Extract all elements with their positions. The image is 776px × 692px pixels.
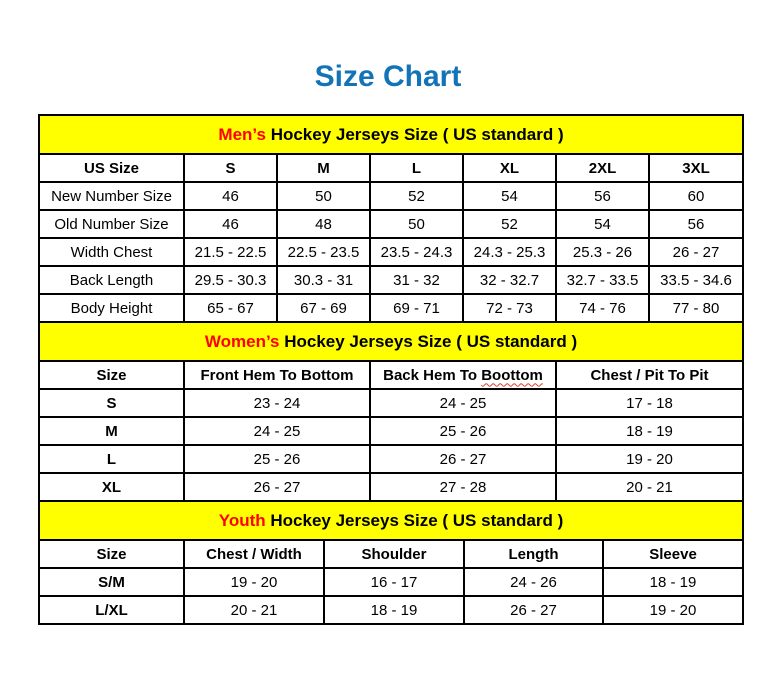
table-cell: 52 (370, 182, 463, 210)
row-label: Width Chest (39, 238, 184, 266)
table-cell: 25 - 26 (184, 445, 370, 473)
youth-section-highlight: Youth (218, 510, 266, 530)
column-header: S (184, 154, 277, 182)
column-header: Length (464, 540, 603, 568)
womens-section-rest: Hockey Jerseys Size ( US standard ) (279, 331, 578, 351)
table-row (39, 568, 743, 596)
size-chart (38, 114, 742, 625)
mens-section-title (39, 115, 743, 154)
row-label: XL (39, 473, 184, 501)
row-label: L (39, 445, 184, 473)
column-header: XL (463, 154, 556, 182)
table-cell: 60 (649, 182, 743, 210)
table-cell: 56 (556, 182, 649, 210)
table-cell: 56 (649, 210, 743, 238)
table-cell: 24 - 25 (184, 417, 370, 445)
table-cell: 54 (463, 182, 556, 210)
table-cell: 72 - 73 (463, 294, 556, 322)
column-header-text: Back Hem To (383, 366, 482, 384)
table-cell: 74 - 76 (556, 294, 649, 322)
youth-section-rest: Hockey Jerseys Size ( US standard ) (265, 510, 564, 530)
row-label: Body Height (39, 294, 184, 322)
table-cell: 18 - 19 (324, 596, 464, 624)
row-label: M (39, 417, 184, 445)
table-cell: 20 - 21 (184, 596, 324, 624)
mens-section-band (39, 115, 743, 154)
table-cell: 24.3 - 25.3 (463, 238, 556, 266)
column-header: Chest / Width (184, 540, 324, 568)
table-row (39, 473, 743, 501)
table-cell: 67 - 69 (277, 294, 370, 322)
youth-section-band (39, 501, 743, 540)
mens-section-rest: Hockey Jerseys Size ( US standard ) (265, 124, 564, 144)
table-cell: 65 - 67 (184, 294, 277, 322)
womens-section-band (39, 322, 743, 361)
column-header: Shoulder (324, 540, 464, 568)
womens-section-highlight: Women’s (204, 331, 280, 351)
table-row (39, 238, 743, 266)
womens-section-title (39, 322, 743, 361)
table-cell: 17 - 18 (556, 389, 743, 417)
table-cell: 46 (184, 210, 277, 238)
row-label: S/M (39, 568, 184, 596)
youth-header-row (39, 540, 743, 568)
table-cell: 31 - 32 (370, 266, 463, 294)
row-label: New Number Size (39, 182, 184, 210)
table-cell: 32 - 32.7 (463, 266, 556, 294)
page-title: Size Chart (314, 60, 462, 93)
table-row (39, 210, 743, 238)
table-cell: 69 - 71 (370, 294, 463, 322)
table-cell: 22.5 - 23.5 (277, 238, 370, 266)
row-label: L/XL (39, 596, 184, 624)
row-label: S (39, 389, 184, 417)
youth-section-title (39, 501, 743, 540)
table-cell: 25.3 - 26 (556, 238, 649, 266)
table-row (39, 596, 743, 624)
column-header: Size (39, 361, 184, 389)
table-cell: 21.5 - 22.5 (184, 238, 277, 266)
column-header: Front Hem To Bottom (184, 361, 370, 389)
table-cell: 19 - 20 (603, 596, 743, 624)
table-cell: 52 (463, 210, 556, 238)
table-cell: 26 - 27 (370, 445, 556, 473)
table-cell: 26 - 27 (464, 596, 603, 624)
table-cell: 77 - 80 (649, 294, 743, 322)
table-row (39, 417, 743, 445)
table-cell: 48 (277, 210, 370, 238)
table-cell: 19 - 20 (184, 568, 324, 596)
table-row (39, 445, 743, 473)
table-row (39, 389, 743, 417)
table-cell: 54 (556, 210, 649, 238)
table-cell: 32.7 - 33.5 (556, 266, 649, 294)
row-label: Back Length (39, 266, 184, 294)
table-cell: 16 - 17 (324, 568, 464, 596)
mens-size-table (38, 114, 744, 323)
column-header (370, 361, 556, 389)
table-cell: 33.5 - 34.6 (649, 266, 743, 294)
table-cell: 24 - 25 (370, 389, 556, 417)
table-cell: 23.5 - 24.3 (370, 238, 463, 266)
table-cell: 18 - 19 (603, 568, 743, 596)
table-cell: 20 - 21 (556, 473, 743, 501)
table-cell: 29.5 - 30.3 (184, 266, 277, 294)
column-header: 3XL (649, 154, 743, 182)
column-header: L (370, 154, 463, 182)
table-cell: 50 (277, 182, 370, 210)
table-cell: 50 (370, 210, 463, 238)
table-cell: 30.3 - 31 (277, 266, 370, 294)
mens-section-highlight: Men’s (218, 124, 266, 144)
womens-header-row (39, 361, 743, 389)
column-header: M (277, 154, 370, 182)
table-cell: 18 - 19 (556, 417, 743, 445)
column-header: US Size (39, 154, 184, 182)
misspelled-word: Boottom (481, 366, 543, 384)
table-row (39, 266, 743, 294)
column-header: Size (39, 540, 184, 568)
mens-header-row (39, 154, 743, 182)
table-cell: 25 - 26 (370, 417, 556, 445)
womens-size-table (38, 321, 744, 502)
table-cell: 26 - 27 (649, 238, 743, 266)
table-cell: 26 - 27 (184, 473, 370, 501)
table-row (39, 182, 743, 210)
table-cell: 46 (184, 182, 277, 210)
table-cell: 27 - 28 (370, 473, 556, 501)
table-row (39, 294, 743, 322)
table-cell: 19 - 20 (556, 445, 743, 473)
table-cell: 23 - 24 (184, 389, 370, 417)
column-header: Sleeve (603, 540, 743, 568)
column-header: Chest / Pit To Pit (556, 361, 743, 389)
table-cell: 24 - 26 (464, 568, 603, 596)
column-header: 2XL (556, 154, 649, 182)
youth-size-table (38, 500, 744, 625)
row-label: Old Number Size (39, 210, 184, 238)
